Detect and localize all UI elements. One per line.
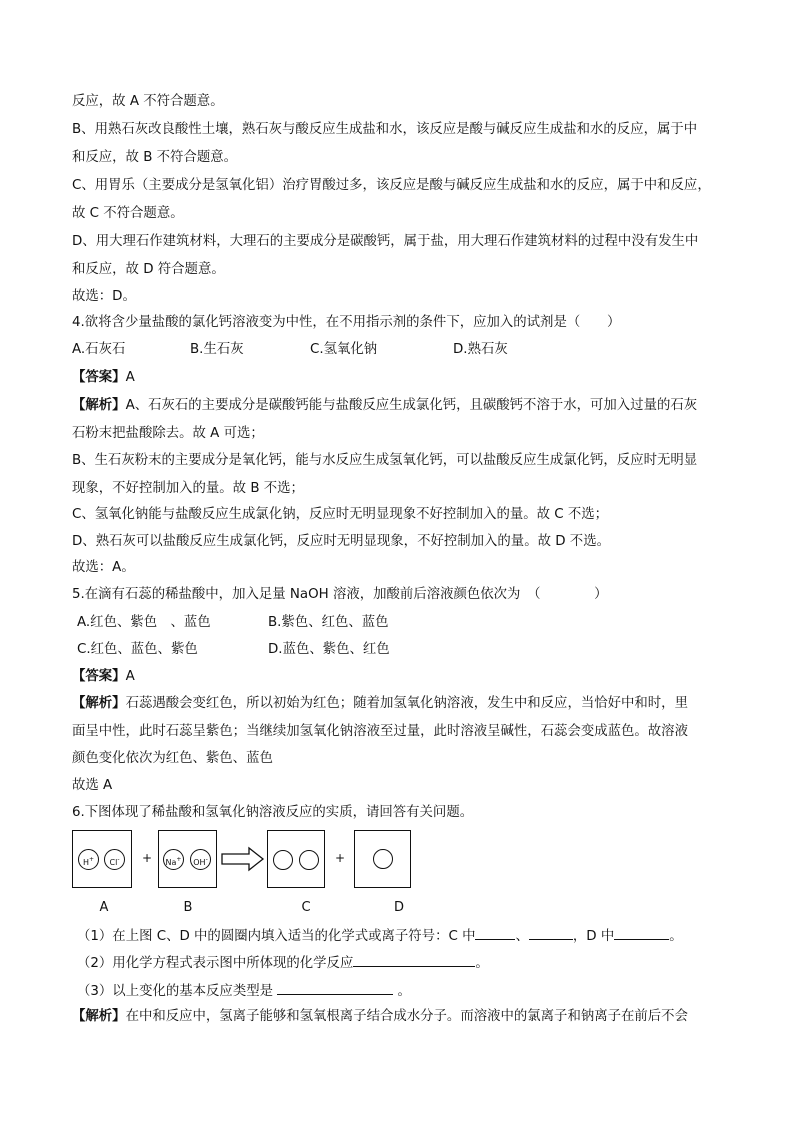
analysis-5-line: 颜色变化依次为红色、紫色、蓝色 — [72, 751, 273, 766]
q5-option-d: D.蓝色、紫色、红色 — [268, 642, 390, 657]
ion-oh-minus: OH- — [190, 849, 211, 870]
question-6: 6.下图体现了稀盐酸和氢氧化钠溶液反应的实质，请回答有关问题。 — [72, 805, 474, 820]
box-b — [158, 830, 217, 888]
q6-part-2: （2）用化学方程式表示图中所体现的化学反应 。 — [77, 952, 489, 974]
analysis-4-line: B、生石灰粉末的主要成分是氧化钙，能与水反应生成氢氧化钙，可以盐酸反应生成氯化钙，反应时无明显 — [72, 453, 698, 468]
analysis-5-line: 故选 A — [72, 778, 113, 793]
analysis-5-line — [72, 694, 688, 714]
text-line: 故选：D。 — [72, 289, 136, 304]
analysis-4-line — [72, 396, 697, 416]
blank-circle — [373, 849, 393, 869]
q4-option-c: C.氢氧化钠 — [310, 342, 378, 357]
analysis-5-line: 面呈中性，此时石蕊呈紫色；当继续加氢氧化钠溶液至过量，此时溶液呈碱性，石蕊会变成蓝色。故溶液 — [72, 724, 688, 739]
q5-option-b: B.紫色、红色、蓝色 — [268, 615, 389, 630]
q5-option-c: C.红色、蓝色、紫色 — [77, 642, 198, 657]
label-b: B — [183, 900, 193, 915]
label-c: C — [301, 900, 311, 915]
plus-sign: + — [335, 851, 346, 865]
ion-na-plus: Na+ — [163, 849, 184, 870]
answer-value: A — [125, 370, 135, 385]
answer-value: A — [125, 669, 135, 684]
text-line: 反应，故 A 不符合题意。 — [72, 94, 224, 109]
q4-option-d: D.熟石灰 — [453, 342, 508, 357]
answer-blank[interactable] — [614, 925, 669, 940]
q5-option-a: A.红色、紫色 、蓝色 — [77, 615, 211, 630]
box-c — [267, 830, 325, 888]
label-d: D — [393, 900, 404, 915]
analysis-text: A、石灰石的主要成分是碳酸钙能与盐酸反应生成氯化钙，且碳酸钙不溶于水，可加入过量的石灰 — [125, 398, 698, 413]
answer-4 — [72, 368, 135, 388]
analysis-tag: 【解析】 — [72, 696, 126, 711]
answer-5 — [72, 667, 135, 687]
label-a: A — [99, 900, 109, 915]
analysis-4-line: 故选：A。 — [72, 560, 135, 575]
text-line: 故 C 不符合题意。 — [72, 206, 184, 221]
analysis-tag: 【解析】 — [72, 1009, 126, 1024]
text-line: C、用胃乐（主要成分是氢氧化铝）治疗胃酸过多，该反应是酸与碱反应生成盐和水的反应，属于中和反应， — [72, 178, 711, 193]
answer-blank[interactable] — [475, 925, 515, 940]
analysis-4-line: 石粉末把盐酸除去。故 A 可选； — [72, 426, 264, 441]
question-5: 5.在滴有石蕊的稀盐酸中，加入足量 NaOH 溶液，加酸前后溶液颜色依次为 （ ） — [72, 587, 608, 602]
question-4: 4.欲将含少量盐酸的氯化钙溶液变为中性，在不用指示剂的条件下，应加入的试剂是（ ） — [72, 315, 621, 330]
blank-circle — [273, 850, 293, 870]
answer-blank[interactable] — [277, 980, 393, 995]
reaction-arrow-icon — [221, 846, 265, 872]
analysis-4-line: 现象，不好控制加入的量。故 B 不选； — [72, 481, 304, 496]
analysis-tag: 【解析】 — [72, 398, 126, 413]
analysis-text: 石蕊遇酸会变红色，所以初始为红色；随着加氢氧化钠溶液，发生中和反应，当恰好中和时，里 — [125, 696, 688, 711]
text-line: 和反应，故 D 符合题意。 — [72, 262, 225, 277]
plus-sign: + — [142, 851, 153, 865]
q6-part-1: （1）在上图 C、D 中的圆圈内填入适当的化学式或离子符号：C 中 、 ，D 中 。 — [77, 925, 683, 947]
blank-circle — [299, 850, 319, 870]
analysis-6-line — [72, 1007, 688, 1027]
ion-cl-minus: Cl- — [104, 849, 125, 870]
answer-tag: 【答案】 — [72, 370, 126, 385]
analysis-4-line: D、熟石灰可以盐酸反应生成氯化钙，反应时无明显现象，不好控制加入的量。故 D 不选。 — [72, 534, 610, 549]
text-line: D、用大理石作建筑材料，大理石的主要成分是碳酸钙，属于盐，用大理石作建筑材料的过程中没有发生中 — [72, 234, 699, 249]
q4-option-b: B.生石灰 — [190, 342, 244, 357]
box-a — [72, 830, 132, 888]
box-d — [354, 830, 411, 888]
q4-option-a: A.石灰石 — [72, 342, 126, 357]
analysis-4-line: C、氢氧化钠能与盐酸反应生成氯化钠，反应时无明显现象不好控制加入的量。故 C 不选； — [72, 507, 609, 522]
text-line: B、用熟石灰改良酸性土壤，熟石灰与酸反应生成盐和水，该反应是酸与碱反应生成盐和水的反应，属于中 — [72, 122, 698, 137]
ion-h-plus: H+ — [78, 849, 99, 870]
answer-tag: 【答案】 — [72, 669, 126, 684]
answer-blank[interactable] — [529, 925, 573, 940]
text-line: 和反应，故 B 不符合题意。 — [72, 150, 237, 165]
q6-part-3: （3）以上变化的基本反应类型是 。 — [77, 980, 411, 1002]
answer-blank[interactable] — [353, 952, 475, 967]
analysis-text: 在中和反应中，氢离子能够和氢氧根离子结合成水分子。而溶液中的氯离子和钠离子在前后不会 — [125, 1009, 688, 1024]
